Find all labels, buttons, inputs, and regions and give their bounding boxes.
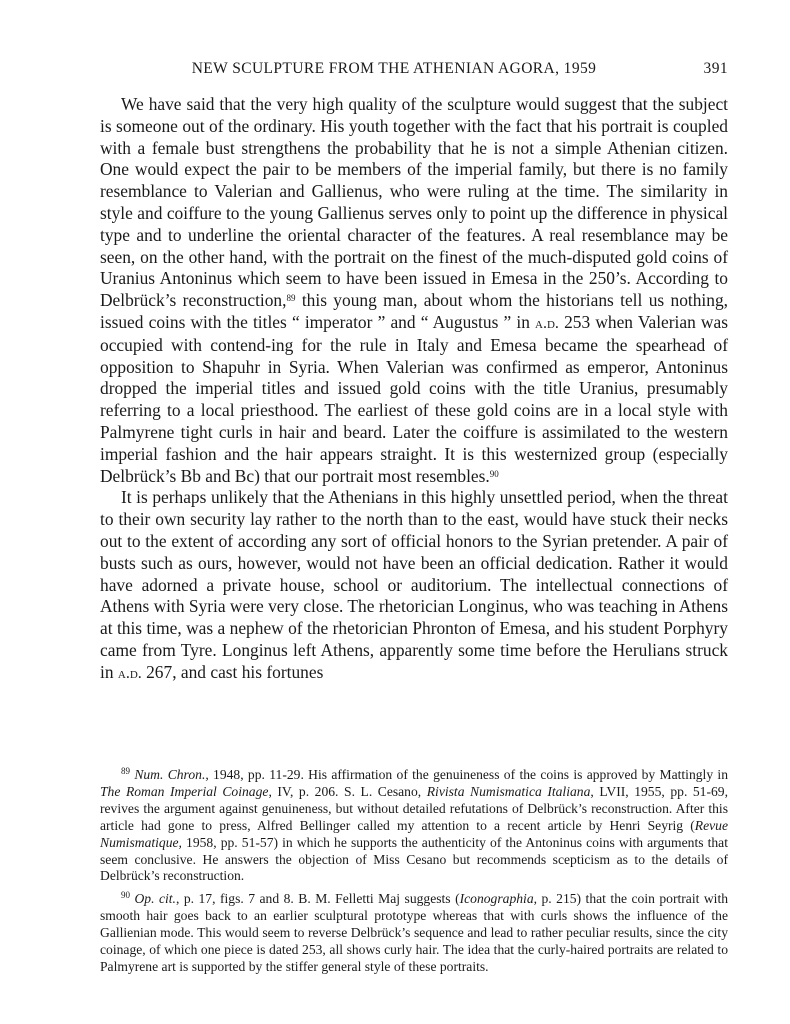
footnote-text: , IV, p. 206. S. L. Cesano, bbox=[268, 783, 427, 799]
paragraph-2-text-b: 267, and cast his fortunes bbox=[141, 661, 324, 682]
footnote-number: 90 bbox=[121, 890, 130, 901]
paragraph-1-text-b: this young man, about whom the historians tell us nothing, issued coins with the titles “ imperator ” and “ Augustus ” in bbox=[100, 290, 728, 332]
running-header bbox=[100, 60, 728, 84]
footnote-90 bbox=[100, 891, 728, 976]
running-title: NEW SCULPTURE FROM THE ATHENIAN AGORA, 1959 bbox=[191, 60, 597, 77]
footnote-text: , p. 17, figs. 7 and 8. B. M. Felletti Maj suggests ( bbox=[175, 891, 460, 907]
main-text bbox=[100, 94, 728, 685]
footnote-text: 1958, pp. 51-57) in which he supports the authenticity of the Antoninus coins with arguments that seem conclusive. He answers the objection of Miss Cesano but recommends scepticism as to the details of Delbrück’s reconstruction. bbox=[100, 834, 728, 884]
footnote-italic: Num. Chron. bbox=[134, 767, 206, 782]
footnote-italic: Revue Numismatique, bbox=[100, 817, 728, 850]
footnote-italic: Iconographia bbox=[459, 891, 534, 907]
footnotes bbox=[100, 767, 728, 982]
footnote-text: , p. 215) that the coin portrait with smooth hair goes back to an earlier sculptural prototype whereas that with curls shows the influence of the Gallienian mode. This would seem to reverse Delbrück’s sequence and lead to rather peculiar results, since the city coinage, of which one piece is dated 253, all shows curly hair. The idea that the curly-haired portraits are related to Palmyrene art is supported by the stiffer general style of these portraits. bbox=[100, 891, 729, 974]
era-abbreviation: a.d. bbox=[535, 314, 559, 332]
footnote-89 bbox=[100, 767, 728, 885]
footnote-text: , 1948, pp. 11-29. His affirmation of the genuineness of the coins is approved by Mattingly in bbox=[205, 767, 728, 782]
page-number: 391 bbox=[703, 60, 728, 77]
footnote-italic: The Roman Imperial Coinage bbox=[100, 783, 269, 799]
footnote-number: 89 bbox=[121, 766, 130, 776]
footnote-italic: Rivista Numismatica Italiana bbox=[426, 783, 591, 799]
footnote-italic: Op. cit. bbox=[134, 891, 176, 907]
paragraph-2-text-a: It is perhaps unlikely that the Athenians in this highly unsettled period, when the threat to their own security lay rather to the north than to the east, would have stuck their necks out to the extent of according any sort of official honors to the Syrian pretender. A pair of busts such as ours, however, would not have been an official dedication. Rather it would have adorned a private house, school or auditorium. The intellectual connections of Athens with Syria were very close. The rhetorician Longinus, who was teaching in Athens at this time, was a nephew of the rhetorician Phronton of Emesa, and his student Porphyry came from Tyre. Longinus left Athens, apparently some time before the Herulians struck in bbox=[100, 487, 729, 682]
paragraph-1-text-c: 253 when Valerian was occupied with contend-ing for the rule in Italy and Emesa became the spearhead of opposition to Shapuhr in Syria. When Valerian was confirmed as emperor, Antoninus dropped the imperial titles and issued gold coins with the title Uranius, presumably referring to a local priesthood. The earliest of these gold coins are in a local style with Palmyrene tight curls in hair and beard. Later the coiffure is assimilated to the western imperial fashion and the hair appears straight. It is this westernized group (especially Delbrück’s Bb and Bc) that our portrait most resembles. bbox=[100, 311, 728, 486]
footnote-ref-90: 90 bbox=[489, 468, 499, 479]
paragraph-2 bbox=[100, 487, 728, 684]
paragraph-1 bbox=[100, 94, 728, 487]
footnote-text: , LVII, 1955, pp. 51-69, revives the argument against genuineness, but without detailed refutations of Delbrück’s reconstruction. After this article had gone to press, Alfred Bellinger called my attention to a recent article by Henri Seyrig ( bbox=[100, 783, 728, 833]
paragraph-1-text-a: We have said that the very high quality of the sculpture would suggest that the subject is someone out of the ordinary. His youth together with the fact that his portrait is coupled with a female bust strengthens the probability that he is not a simple Athenian citizen. One would expect the pair to be members of the imperial family, but there is no family resemblance to Valerian and Gallienus, who were ruling at the time. The similarity in style and coiffure to the young Gallienus serves only to point up the difference in physical type and to underline the oriental character of the features. A real resemblance may be seen, on the other hand, with the portrait on the finest of the much-disputed gold coins of Uranius Antoninus which seem to have been issued in Emesa in the 250’s. According to Delbrück’s reconstruction, bbox=[100, 94, 728, 311]
footnote-ref-89: 89 bbox=[286, 293, 296, 304]
era-abbreviation: a.d. bbox=[117, 664, 142, 682]
